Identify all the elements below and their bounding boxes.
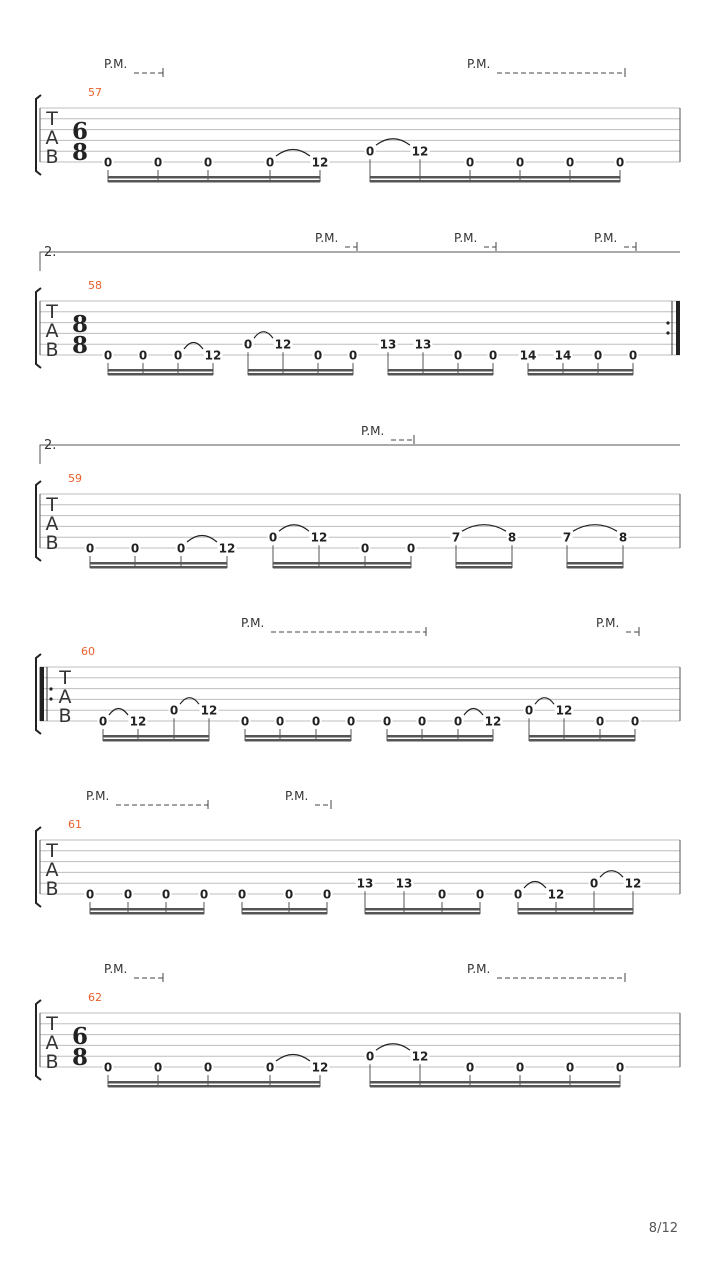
fret-number: 0 xyxy=(138,348,148,363)
tab-clef-letter: B xyxy=(45,878,59,900)
tab-clef-letter: T xyxy=(46,494,58,516)
fret-number: 12 xyxy=(547,887,565,902)
fret-number: 12 xyxy=(129,714,147,729)
repeat-end-thick-barline xyxy=(676,301,680,355)
beam-primary xyxy=(90,912,204,915)
repeat-dot xyxy=(666,331,669,334)
time-signature-denominator: 8 xyxy=(71,1044,89,1071)
time-signature-numerator: 8 xyxy=(71,311,89,338)
tab-system-measure-60 xyxy=(36,616,680,742)
fret-number: 12 xyxy=(624,876,642,891)
repeat-dot xyxy=(49,697,52,700)
beam-secondary xyxy=(108,176,320,179)
fret-number: 7 xyxy=(451,530,461,545)
measure-number: 57 xyxy=(88,86,102,99)
fret-number: 0 xyxy=(173,348,183,363)
fret-number: 0 xyxy=(524,703,534,718)
tab-clef-letter: T xyxy=(46,108,58,130)
tab-system-measure-59 xyxy=(36,424,680,569)
tie-arc xyxy=(600,871,623,878)
tie-arc xyxy=(276,1055,310,1062)
beam-primary xyxy=(108,1085,320,1088)
fret-number: 0 xyxy=(437,887,447,902)
tab-clef-letter: T xyxy=(46,301,58,323)
palm-mute-label: P.M. xyxy=(596,616,620,630)
fret-number: 0 xyxy=(382,714,392,729)
beam-secondary xyxy=(529,735,635,738)
fret-number: 0 xyxy=(475,887,485,902)
beam-primary xyxy=(248,373,353,376)
palm-mute-label: P.M. xyxy=(361,424,385,438)
tie-arc xyxy=(376,1044,410,1051)
fret-number: 0 xyxy=(284,887,294,902)
beam-secondary xyxy=(388,369,493,372)
fret-number: 0 xyxy=(513,887,523,902)
page-number: 8/12 xyxy=(648,1221,678,1236)
fret-number: 12 xyxy=(411,1049,429,1064)
tie-arc xyxy=(573,525,617,532)
tie-arc xyxy=(524,882,546,889)
beam-secondary xyxy=(245,735,351,738)
fret-number: 0 xyxy=(103,348,113,363)
beam-secondary xyxy=(370,176,620,179)
fret-number: 0 xyxy=(153,155,163,170)
fret-number: 0 xyxy=(123,887,133,902)
fret-number: 0 xyxy=(161,887,171,902)
palm-mute-label: P.M. xyxy=(467,962,491,976)
fret-number: 8 xyxy=(618,530,628,545)
fret-number: 0 xyxy=(199,887,209,902)
beam-primary xyxy=(108,373,213,376)
tab-clef-letter: B xyxy=(45,532,59,554)
tab-system-measure-62 xyxy=(36,962,680,1088)
palm-mute-label: P.M. xyxy=(467,57,491,71)
fret-number: 0 xyxy=(98,714,108,729)
fret-number: 0 xyxy=(365,144,375,159)
fret-number: 0 xyxy=(417,714,427,729)
tie-arc xyxy=(180,698,199,705)
tab-clef-letter: B xyxy=(58,705,72,727)
fret-number: 0 xyxy=(615,1060,625,1075)
tie-arc xyxy=(462,525,506,532)
fret-number: 0 xyxy=(240,714,250,729)
beam-primary xyxy=(108,180,320,183)
tab-system-measure-57 xyxy=(36,57,680,183)
fret-number: 0 xyxy=(465,1060,475,1075)
fret-number: 0 xyxy=(169,703,179,718)
fret-number: 14 xyxy=(519,348,537,363)
fret-number: 0 xyxy=(203,1060,213,1075)
fret-number: 0 xyxy=(243,337,253,352)
measure-number: 60 xyxy=(81,645,95,658)
tab-clef-letter: T xyxy=(46,1013,58,1035)
fret-number: 13 xyxy=(414,337,432,352)
repeat-dot xyxy=(666,321,669,324)
tie-arc xyxy=(464,709,483,716)
beam-secondary xyxy=(370,1081,620,1084)
beam-secondary xyxy=(90,562,227,565)
fret-number: 0 xyxy=(515,155,525,170)
beam-secondary xyxy=(567,562,623,565)
palm-mute-label: P.M. xyxy=(285,789,309,803)
fret-number: 0 xyxy=(628,348,638,363)
tab-clef-letter: T xyxy=(59,667,71,689)
fret-number: 0 xyxy=(203,155,213,170)
tab-clef-letter: A xyxy=(45,1032,59,1054)
measure-number: 61 xyxy=(68,818,82,831)
fret-number: 0 xyxy=(348,348,358,363)
fret-number: 0 xyxy=(311,714,321,729)
fret-number: 0 xyxy=(130,541,140,556)
fret-number: 12 xyxy=(484,714,502,729)
palm-mute-label: P.M. xyxy=(315,231,339,245)
fret-number: 0 xyxy=(103,1060,113,1075)
time-signature-numerator: 6 xyxy=(71,118,89,145)
fret-number: 7 xyxy=(562,530,572,545)
tab-clef-letter: A xyxy=(45,513,59,535)
fret-number: 0 xyxy=(237,887,247,902)
fret-number: 0 xyxy=(322,887,332,902)
fret-number: 0 xyxy=(488,348,498,363)
palm-mute-label: P.M. xyxy=(594,231,618,245)
fret-number: 13 xyxy=(356,876,374,891)
beam-primary xyxy=(365,912,480,915)
tie-arc xyxy=(535,698,554,705)
fret-number: 0 xyxy=(453,348,463,363)
fret-number: 0 xyxy=(630,714,640,729)
palm-mute-label: P.M. xyxy=(241,616,265,630)
beam-secondary xyxy=(387,735,493,738)
fret-number: 0 xyxy=(593,348,603,363)
beam-primary xyxy=(103,739,209,742)
volta-bracket xyxy=(40,445,680,464)
tab-clef-letter: A xyxy=(45,859,59,881)
volta-label: 2. xyxy=(44,438,57,453)
fret-number: 0 xyxy=(275,714,285,729)
fret-number: 0 xyxy=(465,155,475,170)
beam-secondary xyxy=(103,735,209,738)
fret-number: 0 xyxy=(565,155,575,170)
beam-secondary xyxy=(108,369,213,372)
fret-number: 0 xyxy=(595,714,605,729)
repeat-start-thick-barline xyxy=(40,667,44,721)
beam-secondary xyxy=(90,908,204,911)
tab-system-measure-61 xyxy=(36,789,680,915)
beam-primary xyxy=(529,739,635,742)
fret-number: 0 xyxy=(176,541,186,556)
tie-arc xyxy=(276,150,310,157)
palm-mute-label: P.M. xyxy=(454,231,478,245)
beam-secondary xyxy=(273,562,411,565)
fret-number: 12 xyxy=(200,703,218,718)
repeat-dot xyxy=(49,687,52,690)
fret-number: 0 xyxy=(515,1060,525,1075)
beam-primary xyxy=(387,739,493,742)
fret-number: 12 xyxy=(204,348,222,363)
tie-arc xyxy=(184,343,203,350)
measure-number: 58 xyxy=(88,279,102,292)
fret-number: 12 xyxy=(310,530,328,545)
beam-primary xyxy=(370,180,620,183)
beam-primary xyxy=(273,566,411,569)
beam-secondary xyxy=(242,908,327,911)
tab-clef-letter: T xyxy=(46,840,58,862)
fret-number: 12 xyxy=(274,337,292,352)
tie-arc xyxy=(279,525,309,532)
tie-arc xyxy=(187,536,217,543)
tab-clef-letter: B xyxy=(45,146,59,168)
fret-number: 13 xyxy=(379,337,397,352)
palm-mute-label: P.M. xyxy=(86,789,110,803)
tab-system-measure-58 xyxy=(36,231,680,376)
fret-number: 0 xyxy=(313,348,323,363)
beam-primary xyxy=(388,373,493,376)
beam-primary xyxy=(90,566,227,569)
fret-number: 0 xyxy=(453,714,463,729)
beam-primary xyxy=(518,912,633,915)
palm-mute-label: P.M. xyxy=(104,57,128,71)
fret-number: 0 xyxy=(85,541,95,556)
volta-label: 2. xyxy=(44,245,57,260)
measure-number: 62 xyxy=(88,991,102,1004)
fret-number: 0 xyxy=(265,155,275,170)
fret-number: 0 xyxy=(365,1049,375,1064)
beam-secondary xyxy=(365,908,480,911)
tab-clef-letter: B xyxy=(45,339,59,361)
fret-number: 8 xyxy=(507,530,517,545)
fret-number: 12 xyxy=(311,1060,329,1075)
fret-number: 0 xyxy=(346,714,356,729)
fret-number: 12 xyxy=(218,541,236,556)
fret-number: 0 xyxy=(265,1060,275,1075)
fret-number: 0 xyxy=(268,530,278,545)
beam-secondary xyxy=(518,908,633,911)
fret-number: 0 xyxy=(615,155,625,170)
tab-clef-letter: A xyxy=(45,320,59,342)
fret-number: 0 xyxy=(565,1060,575,1075)
fret-number: 14 xyxy=(554,348,572,363)
fret-number: 0 xyxy=(360,541,370,556)
fret-number: 0 xyxy=(103,155,113,170)
fret-number: 0 xyxy=(589,876,599,891)
palm-mute-label: P.M. xyxy=(104,962,128,976)
measure-number: 59 xyxy=(68,472,82,485)
tab-clef-letter: A xyxy=(58,686,72,708)
beam-secondary xyxy=(456,562,512,565)
tab-clef-letter: A xyxy=(45,127,59,149)
tie-arc xyxy=(376,139,410,146)
time-signature-denominator: 8 xyxy=(71,332,89,359)
volta-bracket xyxy=(40,252,680,271)
fret-number: 13 xyxy=(395,876,413,891)
beam-secondary xyxy=(528,369,633,372)
fret-number: 12 xyxy=(311,155,329,170)
tie-arc xyxy=(109,709,128,716)
beam-primary xyxy=(528,373,633,376)
fret-number: 12 xyxy=(411,144,429,159)
time-signature-denominator: 8 xyxy=(71,139,89,166)
beam-secondary xyxy=(248,369,353,372)
beam-primary xyxy=(456,566,512,569)
beam-secondary xyxy=(108,1081,320,1084)
beam-primary xyxy=(242,912,327,915)
tie-arc xyxy=(254,332,273,339)
tab-clef-letter: B xyxy=(45,1051,59,1073)
fret-number: 0 xyxy=(406,541,416,556)
beam-primary xyxy=(245,739,351,742)
beam-primary xyxy=(370,1085,620,1088)
fret-number: 0 xyxy=(153,1060,163,1075)
fret-number: 0 xyxy=(85,887,95,902)
fret-number: 12 xyxy=(555,703,573,718)
time-signature-numerator: 6 xyxy=(71,1023,89,1050)
beam-primary xyxy=(567,566,623,569)
